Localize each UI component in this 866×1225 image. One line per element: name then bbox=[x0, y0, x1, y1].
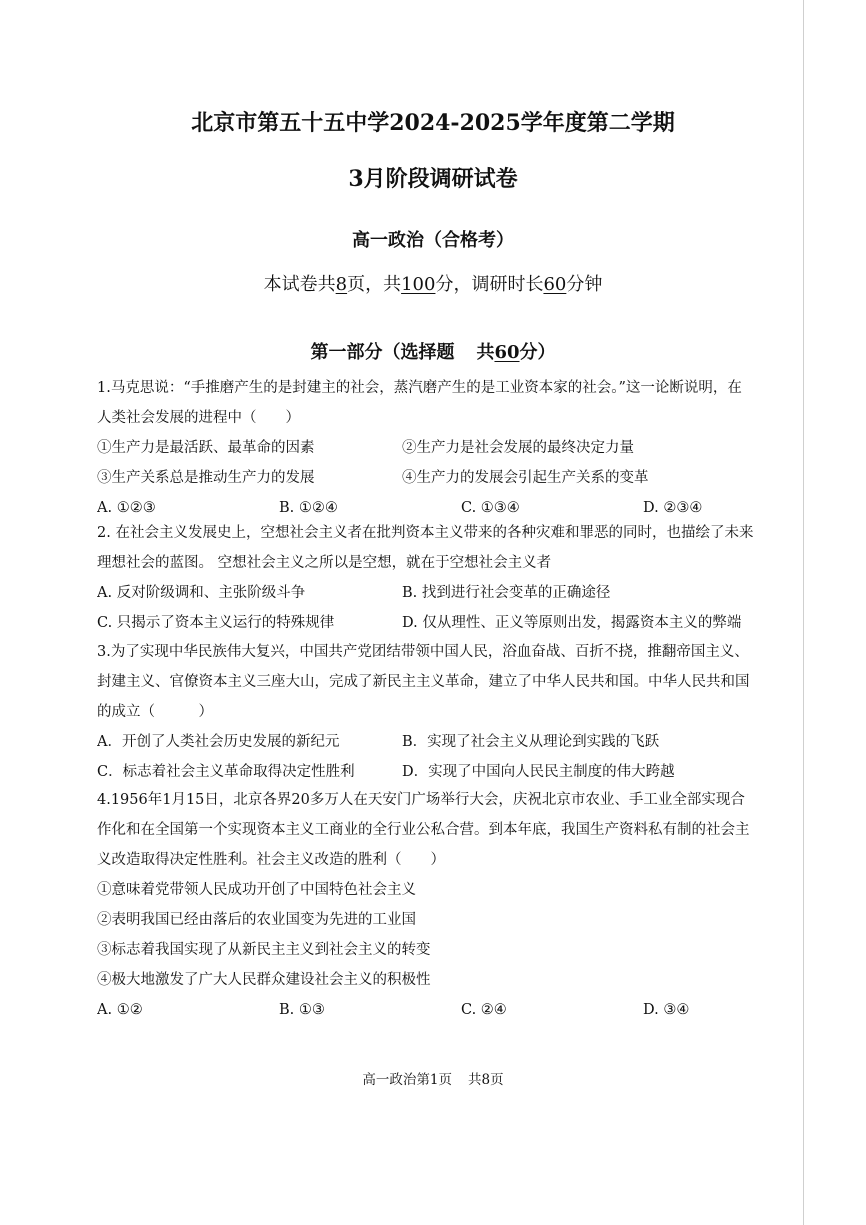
statement: ②表明我国已经由落后的农业国变为先进的工业国 bbox=[97, 912, 416, 928]
option-c: C. ①③④ bbox=[461, 500, 520, 516]
option-a: A. ①② bbox=[97, 1002, 143, 1018]
question-stem-line: 义改造取得决定性胜利。社会主义改造的胜利（ ） bbox=[97, 852, 445, 868]
question-stem-line: 3.为了实现中华民族伟大复兴，中国共产党团结带领中国人民，浴血奋战、百折不挠，推翻帝国主义、 bbox=[97, 644, 749, 660]
time-limit: 60 bbox=[543, 274, 567, 295]
section-heading: 第一部分（选择题 共60分） bbox=[310, 342, 556, 363]
exam-info: 本试卷共8页，共100分，调研时长60分钟 bbox=[263, 274, 603, 295]
option-d: D．实现了中国向人民民主制度的伟大跨越 bbox=[402, 764, 675, 780]
page-footer: 高一政治第1页 共8页 bbox=[362, 1072, 504, 1088]
statement: ③标志着我国实现了从新民主主义到社会主义的转变 bbox=[97, 942, 431, 958]
question-2 bbox=[97, 518, 803, 638]
statement: ①意味着党带领人民成功开创了中国特色社会主义 bbox=[97, 882, 416, 898]
statement: ④生产力的发展会引起生产关系的变革 bbox=[402, 470, 649, 486]
exam-title-line2: 3月阶段调研试卷 bbox=[348, 166, 518, 192]
statement: ③生产关系总是推动生产力的发展 bbox=[97, 470, 315, 486]
question-stem-line: 2. 在社会主义发展史上，空想社会主义者在批判资本主义带来的各种灾难和罪恶的同时，也描绘了未来 bbox=[97, 525, 754, 541]
statement: ④极大地激发了广大人民群众建设社会主义的积极性 bbox=[97, 972, 431, 988]
option-d: D. 仅从理性、正义等原则出发，揭露资本主义的弊端 bbox=[402, 615, 742, 631]
question-stem-line: 理想社会的蓝图。 空想社会主义之所以是空想，就在于空想社会主义者 bbox=[97, 555, 552, 571]
exam-subject: 高一政治（合格考） bbox=[352, 230, 514, 251]
statement: ①生产力是最活跃、最革命的因素 bbox=[97, 440, 315, 456]
question-stem-line: 4.1956年1月15日，北京各界20多万人在天安门广场举行大会，庆祝北京市农业、手工业全部实现合 bbox=[97, 792, 745, 808]
question-stem-line: 作化和在全国第一个实现资本主义工商业的全行业公私合营。到本年底，我国生产资料私有制的社会主 bbox=[97, 822, 750, 838]
question-stem-line: 人类社会发展的进程中（ ） bbox=[97, 410, 300, 426]
question-1 bbox=[97, 373, 803, 523]
question-3 bbox=[97, 637, 803, 787]
option-b: B. ①②④ bbox=[279, 500, 338, 516]
statement: ②生产力是社会发展的最终决定力量 bbox=[402, 440, 634, 456]
option-b: B. 找到进行社会变革的正确途径 bbox=[402, 585, 611, 601]
option-b: B. ①③ bbox=[279, 1002, 325, 1018]
option-a: A. 反对阶级调和、主张阶级斗争 bbox=[97, 585, 306, 601]
option-a: A．开创了人类社会历史发展的新纪元 bbox=[97, 734, 340, 750]
page-count: 8 bbox=[335, 274, 348, 295]
exam-title-line1: 北京市第五十五中学2024-2025学年度第二学期 bbox=[191, 110, 675, 136]
question-stem-line: 1.马克思说：“手推磨产生的是封建主的社会，蒸汽磨产生的是工业资本家的社会。”这一论断说明，在 bbox=[97, 380, 742, 396]
option-c: C. 只揭示了资本主义运行的特殊规律 bbox=[97, 615, 335, 631]
total-score: 100 bbox=[401, 274, 436, 295]
question-stem-line: 的成立（ ） bbox=[97, 704, 213, 720]
question-4 bbox=[97, 785, 803, 1025]
option-c: C. ②④ bbox=[461, 1002, 507, 1018]
option-b: B．实现了社会主义从理论到实践的飞跃 bbox=[402, 734, 660, 750]
option-d: D. ②③④ bbox=[643, 500, 703, 516]
option-d: D. ③④ bbox=[643, 1002, 690, 1018]
section-score: 60 bbox=[494, 342, 520, 363]
option-a: A. ①②③ bbox=[97, 500, 156, 516]
option-c: C．标志着社会主义革命取得决定性胜利 bbox=[97, 764, 355, 780]
question-stem-line: 封建主义、官僚资本主义三座大山，完成了新民主主义革命，建立了中华人民共和国。中华人民共和国 bbox=[97, 674, 750, 690]
